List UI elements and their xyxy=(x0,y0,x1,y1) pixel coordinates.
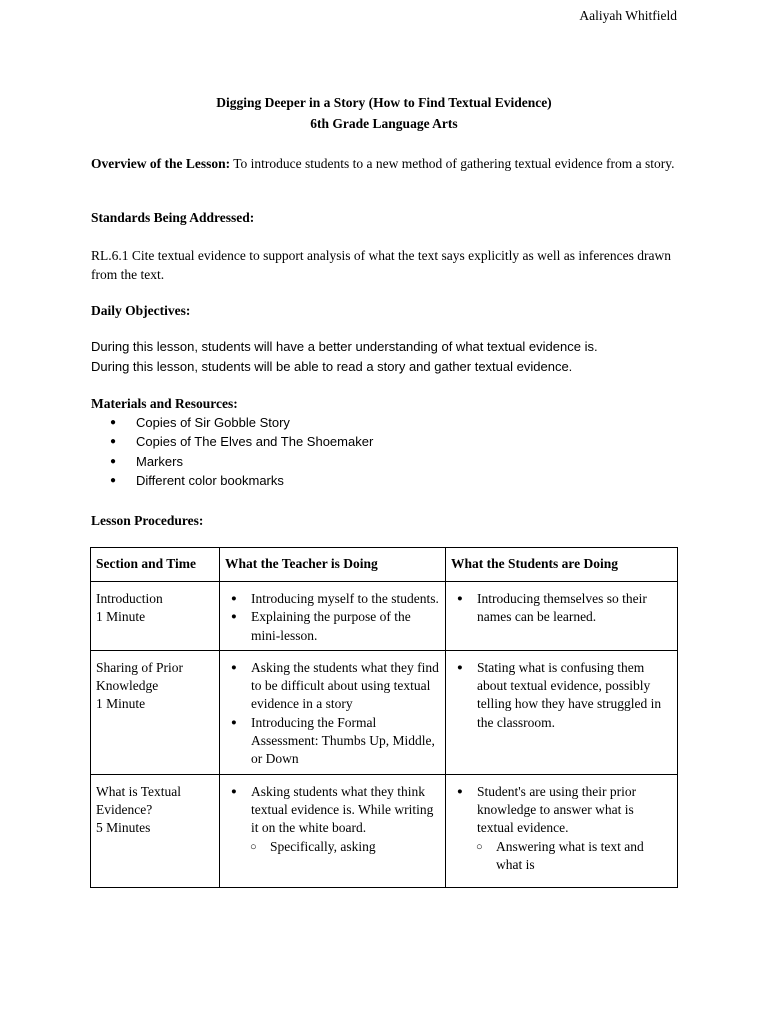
table-row xyxy=(91,774,678,887)
students-cell xyxy=(446,650,678,774)
section-name: Introduction xyxy=(96,591,163,606)
section-name: Sharing of Prior Knowledge xyxy=(96,659,183,694)
teacher-sublist xyxy=(225,838,440,856)
standards-heading: Standards Being Addressed: xyxy=(91,210,255,225)
section-time: 1 Minute xyxy=(96,609,146,625)
overview-label: Overview of the Lesson: xyxy=(91,156,231,171)
column-header: What the Students are Doing xyxy=(446,548,678,582)
standards-text: RL.6.1 Cite textual evidence to support analysis of what the text says explicitly as well as inferences drawn from the text. xyxy=(91,248,671,282)
list-item: ○ Specifically, asking xyxy=(225,838,440,856)
author-name: Aaliyah Whitfield xyxy=(579,8,677,23)
table-header-row xyxy=(91,548,678,582)
procedures-heading: Lesson Procedures: xyxy=(91,513,204,528)
teacher-cell xyxy=(220,774,446,887)
students-cell xyxy=(446,774,678,887)
materials-heading: Materials and Resources: xyxy=(91,396,238,411)
list-item: ● Markers xyxy=(110,452,373,471)
teacher-cell xyxy=(220,582,446,651)
teacher-list xyxy=(225,659,440,769)
list-item: ● Copies of Sir Gobble Story xyxy=(110,413,373,432)
list-item: ● Introducing themselves so their names can be learned. xyxy=(451,590,672,627)
list-item: ● Different color bookmarks xyxy=(110,471,373,490)
section-cell xyxy=(91,650,220,774)
objectives-heading: Daily Objectives: xyxy=(91,303,191,318)
section-time: 5 Minutes xyxy=(96,820,151,836)
objective-line-2: During this lesson, students will be able to read a story and gather textual evidence. xyxy=(91,359,573,374)
list-item: ● Copies of The Elves and The Shoemaker xyxy=(110,432,373,451)
section-cell xyxy=(91,774,220,887)
document-subtitle: 6th Grade Language Arts xyxy=(310,116,458,131)
table-row xyxy=(91,582,678,651)
materials-list xyxy=(110,413,373,490)
students-list xyxy=(451,783,672,838)
section-cell xyxy=(91,582,220,651)
list-item: ● Asking students what they think textual evidence is. While writing it on the white board. xyxy=(225,783,440,838)
list-item: ● Explaining the purpose of the mini-lesson. xyxy=(225,608,440,645)
column-header: Section and Time xyxy=(91,548,220,582)
overview-text: To introduce students to a new method of gathering textual evidence from a story. xyxy=(230,156,675,171)
students-list xyxy=(451,590,672,627)
list-item: ● Introducing myself to the students. xyxy=(225,590,440,608)
column-header: What the Teacher is Doing xyxy=(220,548,446,582)
teacher-list xyxy=(225,590,440,645)
section-name: What is Textual Evidence? xyxy=(96,783,182,817)
list-item: ● Stating what is confusing them about textual evidence, possibly telling how they have struggled in the classroom. xyxy=(451,659,672,732)
list-item: ● Asking the students what they find to be difficult about using textual evidence in a story xyxy=(225,659,440,714)
teacher-cell xyxy=(220,650,446,774)
section-time: 1 Minute xyxy=(96,696,146,712)
table-row xyxy=(91,650,678,774)
students-sublist xyxy=(451,838,672,875)
overview-paragraph xyxy=(91,155,681,174)
list-item: ○ Answering what is text and what is xyxy=(451,838,672,875)
students-list xyxy=(451,659,672,732)
lesson-procedures-table xyxy=(90,547,678,888)
teacher-list xyxy=(225,783,440,838)
list-item: ● Student's are using their prior knowledge to answer what is textual evidence. xyxy=(451,783,672,838)
document-title: Digging Deeper in a Story (How to Find Textual Evidence) xyxy=(216,95,552,110)
list-item: ● Introducing the Formal Assessment: Thumbs Up, Middle, or Down xyxy=(225,714,440,769)
students-cell xyxy=(446,582,678,651)
objective-line-1: During this lesson, students will have a better understanding of what textual evidence is. xyxy=(91,339,598,354)
